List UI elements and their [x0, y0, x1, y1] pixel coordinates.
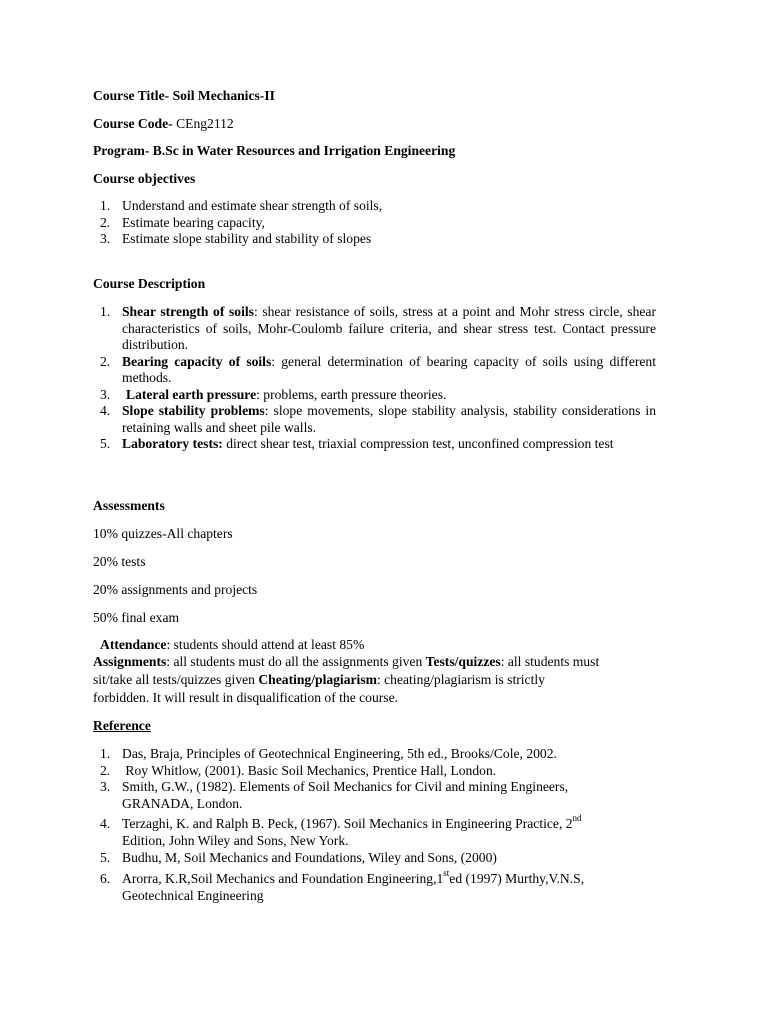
- list-term: Lateral earth pressure: [126, 386, 257, 402]
- course-code-label: Course Code-: [93, 116, 173, 131]
- reference-text: Arorra, K.R,Soil Mechanics and Foundation Engineering,1: [122, 871, 444, 886]
- course-title-label: Course Title-: [93, 88, 170, 103]
- objectives-list: [93, 198, 663, 248]
- assessments-heading: Assessments: [93, 498, 165, 513]
- list-number: 5.: [100, 436, 111, 451]
- list-item: [93, 304, 656, 354]
- cheating-label: Cheating/plagiarism: [258, 672, 377, 687]
- list-number: 3.: [100, 779, 111, 794]
- reference-text: Budhu, M, Soil Mechanics and Foundations, Wiley and Sons, (2000): [122, 850, 497, 865]
- reference-text: Das, Braja, Principles of Geotechnical Engineering, 5th ed., Brooks/Cole, 2002.: [122, 746, 557, 761]
- attendance-label: Attendance: [100, 637, 167, 652]
- reference-text: Smith, G.W., (1982). Elements of Soil Mechanics for Civil and mining Engineers,: [122, 779, 569, 794]
- list-number: 1.: [100, 304, 111, 319]
- reference-text: Roy Whitlow, (2001). Basic Soil Mechanics, Prentice Hall, London.: [122, 763, 497, 778]
- course-title-line: [93, 88, 275, 105]
- list-item: [93, 215, 663, 232]
- list-item: [93, 354, 656, 387]
- assignments-label: Assignments: [93, 654, 167, 669]
- list-number: 2.: [100, 214, 111, 230]
- list-item: [93, 436, 656, 453]
- list-number: 3.: [100, 386, 111, 402]
- reference-text-continued: Edition, John Wiley and Sons, New York.: [122, 833, 349, 848]
- reference-text-continued: Geotechnical Engineering: [122, 888, 264, 903]
- course-code-value: CEng2112: [176, 116, 234, 131]
- cheating-text: : cheating/plagiarism is strictly: [376, 672, 545, 687]
- list-number: 6.: [100, 871, 111, 886]
- superscript: nd: [572, 813, 582, 824]
- list-number: 1.: [100, 198, 111, 213]
- description-list: [93, 304, 656, 453]
- assessment-item: 50% final exam: [93, 610, 180, 625]
- list-term: Bearing capacity of soils: [122, 353, 272, 369]
- course-code-line: [93, 116, 234, 133]
- list-text: Understand and estimate shear strength of soils,: [122, 198, 383, 213]
- list-text: direct shear test, triaxial compression test, unconfined compression test: [222, 436, 614, 451]
- reference-text: ed (1997) Murthy,V.N.S,: [449, 871, 585, 886]
- list-term: Shear strength of soils: [122, 304, 254, 319]
- list-item: [93, 403, 656, 436]
- program-label: Program-: [93, 143, 150, 158]
- superscript: st: [443, 868, 450, 879]
- assessment-item: 20% tests: [93, 554, 146, 569]
- cheating-policy-continued: forbidden. It will result in disqualification of the course.: [93, 690, 399, 705]
- tests-label: Tests/quizzes: [425, 654, 501, 669]
- list-number: 1.: [100, 746, 111, 761]
- list-term: Laboratory tests:: [122, 436, 223, 451]
- tests-text: : all students must: [500, 654, 600, 669]
- list-term: Slope stability problems: [122, 403, 265, 418]
- list-text: Estimate bearing capacity,: [122, 214, 265, 230]
- attendance-policy: [100, 637, 364, 654]
- assignments-text: : all students must do all the assignments given: [166, 654, 426, 669]
- list-text: : general determination of bearing capacity of soils using different methods.: [122, 353, 657, 385]
- list-text: : problems, earth pressure theories.: [256, 386, 447, 402]
- reference-heading: Reference: [93, 718, 151, 733]
- description-heading: Course Description: [93, 276, 206, 291]
- tests-policy-continued: [93, 672, 545, 689]
- assessment-item: 10% quizzes-All chapters: [93, 526, 233, 541]
- list-number: 3.: [100, 231, 111, 246]
- list-number: 2.: [100, 353, 111, 369]
- reference-text: Terzaghi, K. and Ralph B. Peck, (1967). Soil Mechanics in Engineering Practice, 2: [122, 816, 573, 831]
- objectives-heading: Course objectives: [93, 171, 196, 186]
- list-text: : shear resistance of soils, stress at a point and Mohr stress circle, shear characteristics of soils, Mohr-Coulomb failure criteria, and shear stress test. Contact pressure distribution.: [122, 304, 656, 352]
- reference-text-continued: GRANADA, London.: [122, 796, 243, 811]
- assignments-policy: [93, 654, 599, 671]
- list-text: : slope movements, slope stability analysis, stability considerations in retaining walls and sheet pile walls.: [122, 403, 656, 435]
- list-number: 5.: [100, 850, 111, 865]
- tests-text-continued: sit/take all tests/quizzes given: [93, 672, 259, 687]
- list-item: [93, 198, 663, 215]
- attendance-text: : students should attend at least 85%: [166, 637, 365, 652]
- list-text: Estimate slope stability and stability of slopes: [122, 231, 372, 246]
- list-number: 2.: [100, 763, 111, 778]
- course-title-value: Soil Mechanics-II: [172, 88, 275, 103]
- list-item: [93, 231, 663, 248]
- list-number: 4.: [100, 816, 111, 831]
- program-value: B.Sc in Water Resources and Irrigation Engineering: [152, 143, 456, 158]
- list-number: 4.: [100, 403, 111, 418]
- program-line: [93, 143, 455, 160]
- list-item: [93, 387, 656, 404]
- assessment-item: 20% assignments and projects: [93, 582, 258, 597]
